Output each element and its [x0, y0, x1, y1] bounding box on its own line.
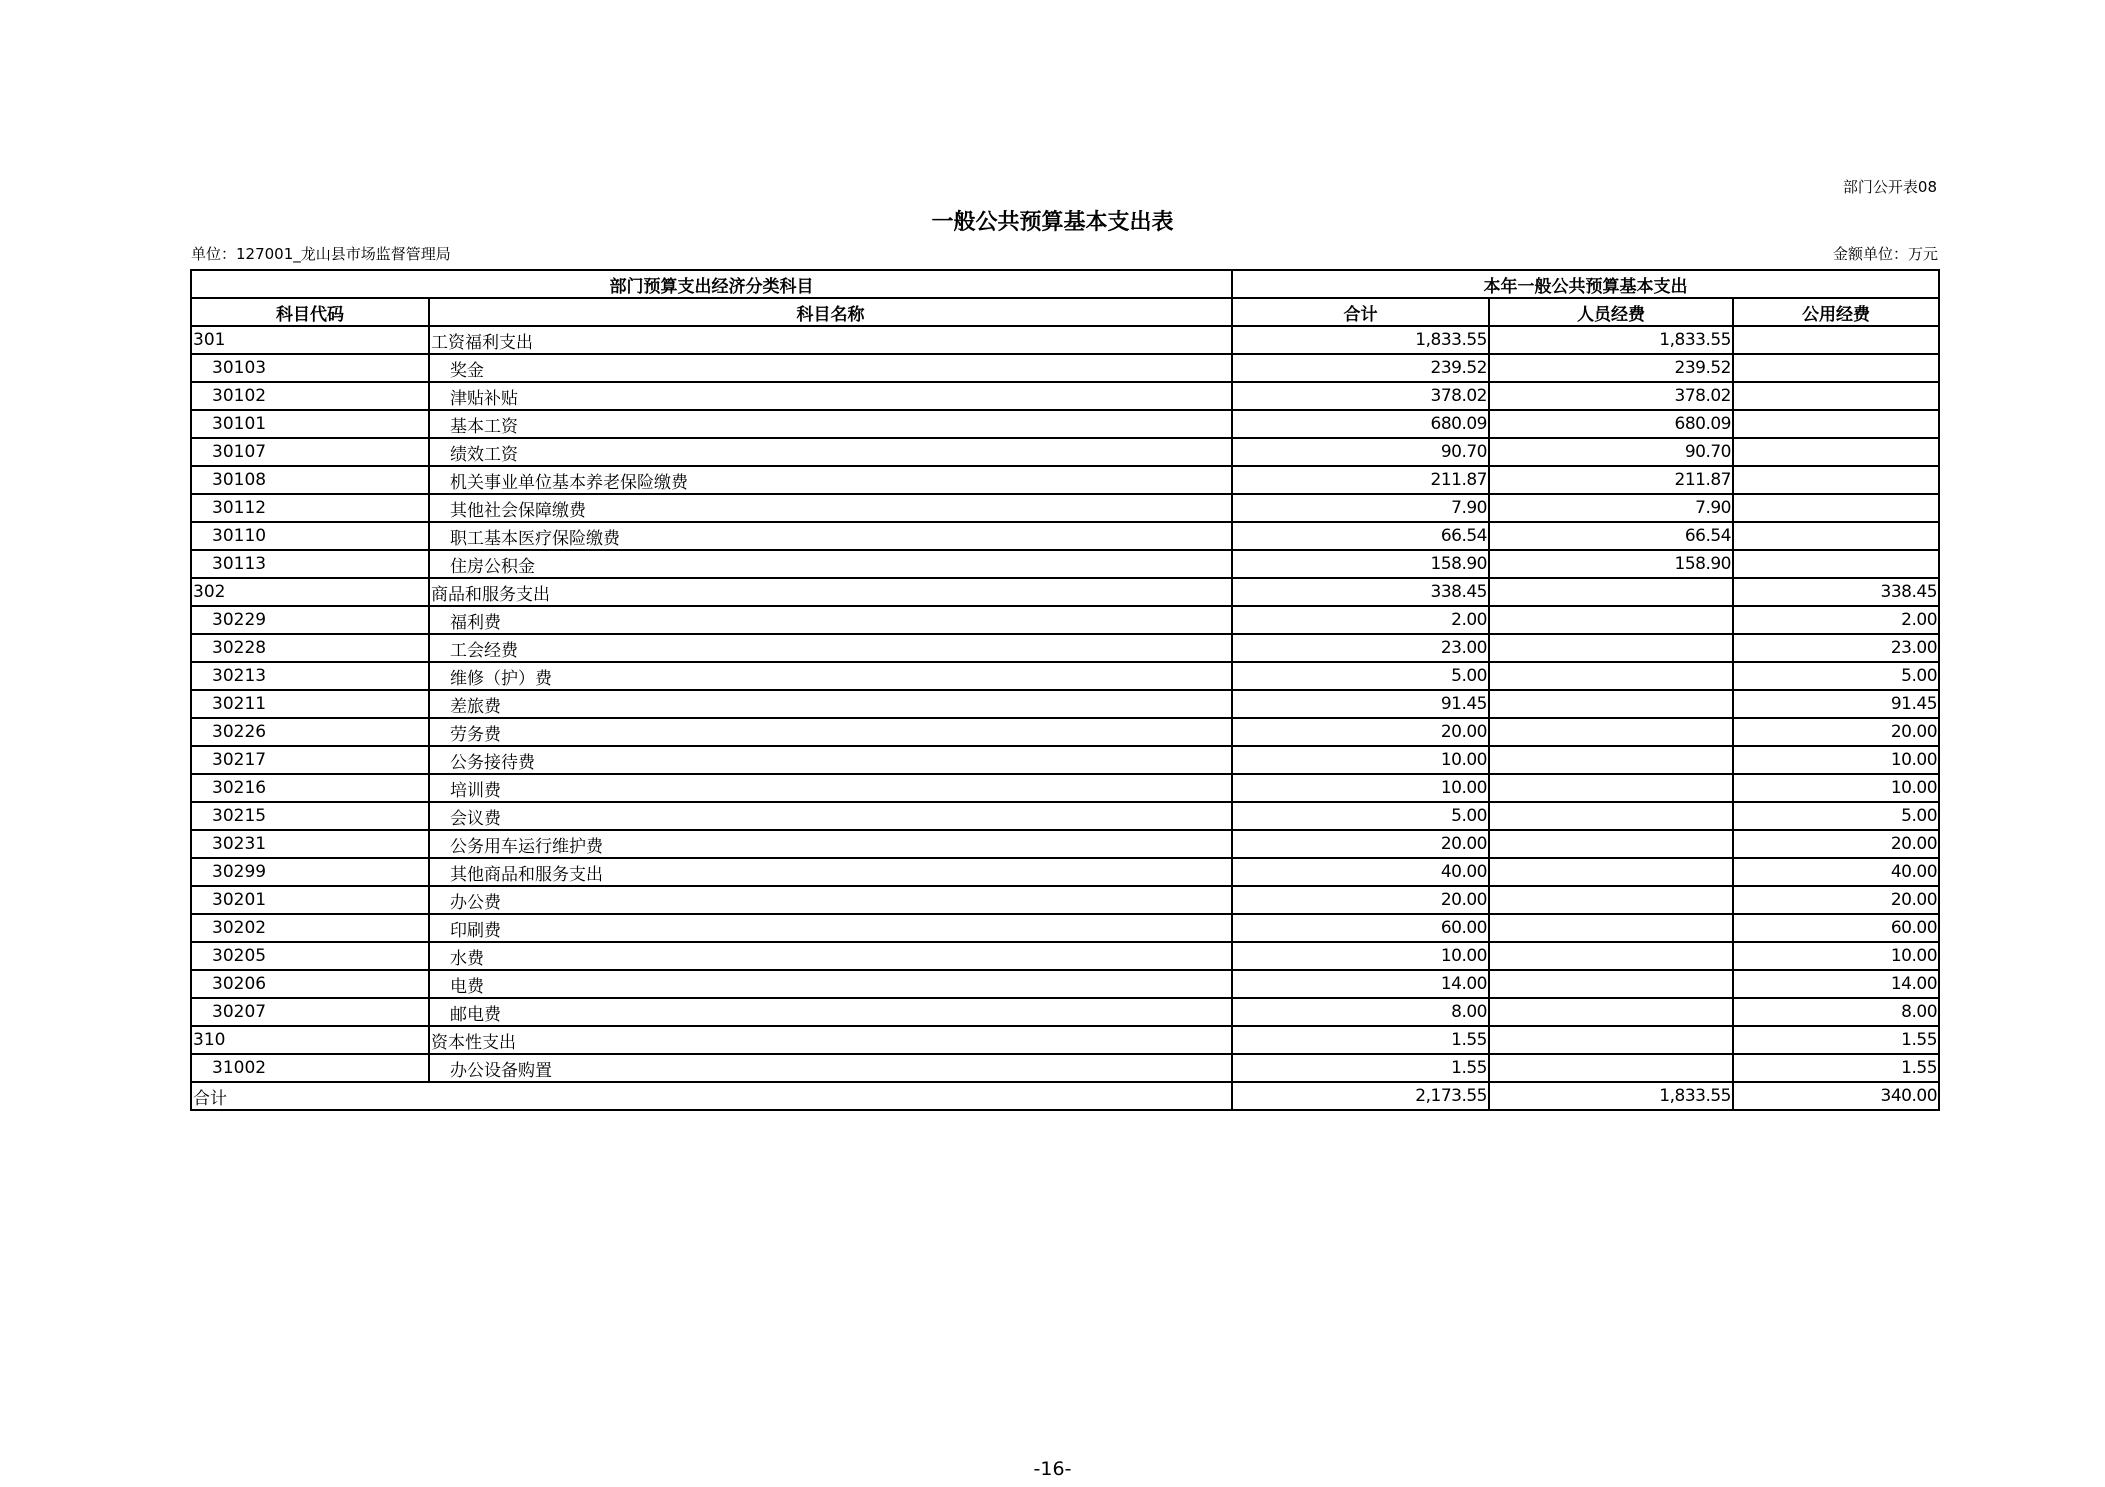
- row-personnel: 239.52: [1489, 354, 1733, 382]
- row-personnel: [1489, 942, 1733, 970]
- row-public: [1733, 494, 1939, 522]
- row-public: 91.45: [1733, 690, 1939, 718]
- row-name: 印刷费: [429, 914, 1232, 942]
- row-code: 30216: [191, 774, 429, 802]
- row-public: 338.45: [1733, 578, 1939, 606]
- row-name: 福利费: [429, 606, 1232, 634]
- row-code: 30201: [191, 886, 429, 914]
- row-personnel: [1489, 802, 1733, 830]
- row-public: [1733, 410, 1939, 438]
- row-total: 91.45: [1232, 690, 1489, 718]
- table-row: [191, 354, 1939, 382]
- row-public: 60.00: [1733, 914, 1939, 942]
- table-row: [191, 634, 1939, 662]
- table-body: [191, 326, 1939, 1082]
- table-row: [191, 802, 1939, 830]
- row-total: 378.02: [1232, 382, 1489, 410]
- table-row: [191, 466, 1939, 494]
- total-total: 2,173.55: [1232, 1082, 1489, 1110]
- row-personnel: [1489, 858, 1733, 886]
- table-row: [191, 578, 1939, 606]
- row-name: 绩效工资: [429, 438, 1232, 466]
- row-code: 30102: [191, 382, 429, 410]
- row-code: 30213: [191, 662, 429, 690]
- row-total: 5.00: [1232, 662, 1489, 690]
- total-personnel: 1,833.55: [1489, 1082, 1733, 1110]
- header-group-economic-class: 部门预算支出经济分类科目: [191, 270, 1232, 298]
- row-total: 10.00: [1232, 774, 1489, 802]
- total-row: [191, 1082, 1939, 1110]
- row-personnel: 680.09: [1489, 410, 1733, 438]
- row-total: 90.70: [1232, 438, 1489, 466]
- header-column-row: [191, 298, 1939, 326]
- row-code: 30299: [191, 858, 429, 886]
- row-personnel: [1489, 886, 1733, 914]
- row-public: 14.00: [1733, 970, 1939, 998]
- row-public: [1733, 522, 1939, 550]
- row-public: 20.00: [1733, 718, 1939, 746]
- row-name: 资本性支出: [429, 1026, 1232, 1054]
- row-name: 办公费: [429, 886, 1232, 914]
- row-total: 5.00: [1232, 802, 1489, 830]
- page-title: 一般公共预算基本支出表: [931, 210, 1174, 235]
- row-personnel: [1489, 998, 1733, 1026]
- table-row: [191, 998, 1939, 1026]
- row-name: 商品和服务支出: [429, 578, 1232, 606]
- row-name: 公务用车运行维护费: [429, 830, 1232, 858]
- table-row: [191, 970, 1939, 998]
- row-total: 40.00: [1232, 858, 1489, 886]
- table-row: [191, 830, 1939, 858]
- table-row: [191, 550, 1939, 578]
- row-name: 津贴补贴: [429, 382, 1232, 410]
- row-personnel: 211.87: [1489, 466, 1733, 494]
- row-personnel: [1489, 606, 1733, 634]
- row-name: 职工基本医疗保险缴费: [429, 522, 1232, 550]
- row-total: 14.00: [1232, 970, 1489, 998]
- row-name: 劳务费: [429, 718, 1232, 746]
- row-code: 30101: [191, 410, 429, 438]
- row-public: [1733, 466, 1939, 494]
- row-personnel: 7.90: [1489, 494, 1733, 522]
- row-public: 10.00: [1733, 746, 1939, 774]
- row-total: 8.00: [1232, 998, 1489, 1026]
- row-public: [1733, 550, 1939, 578]
- row-total: 20.00: [1232, 830, 1489, 858]
- table-row: [191, 914, 1939, 942]
- row-total: 20.00: [1232, 718, 1489, 746]
- row-public: 5.00: [1733, 662, 1939, 690]
- row-code: 30211: [191, 690, 429, 718]
- table-row: [191, 382, 1939, 410]
- row-code: 30228: [191, 634, 429, 662]
- header-personnel: 人员经费: [1489, 298, 1733, 326]
- row-personnel: [1489, 690, 1733, 718]
- row-code: 31002: [191, 1054, 429, 1082]
- row-code: 30226: [191, 718, 429, 746]
- table-row: [191, 326, 1939, 354]
- header-name: 科目名称: [429, 298, 1232, 326]
- row-personnel: [1489, 746, 1733, 774]
- row-personnel: 66.54: [1489, 522, 1733, 550]
- row-name: 会议费: [429, 802, 1232, 830]
- row-public: 5.00: [1733, 802, 1939, 830]
- table-row: [191, 438, 1939, 466]
- row-personnel: [1489, 914, 1733, 942]
- table-row: [191, 606, 1939, 634]
- row-code: 30206: [191, 970, 429, 998]
- header-group-basic-expenditure: 本年一般公共预算基本支出: [1232, 270, 1939, 298]
- row-total: 60.00: [1232, 914, 1489, 942]
- row-name: 邮电费: [429, 998, 1232, 1026]
- row-public: [1733, 354, 1939, 382]
- row-personnel: 158.90: [1489, 550, 1733, 578]
- row-total: 338.45: [1232, 578, 1489, 606]
- row-public: [1733, 326, 1939, 354]
- row-code: 310: [191, 1026, 429, 1054]
- row-name: 其他社会保障缴费: [429, 494, 1232, 522]
- row-name: 差旅费: [429, 690, 1232, 718]
- table-header: [191, 270, 1939, 326]
- row-code: 301: [191, 326, 429, 354]
- row-code: 30107: [191, 438, 429, 466]
- table-row: [191, 662, 1939, 690]
- table-row: [191, 746, 1939, 774]
- row-personnel: 1,833.55: [1489, 326, 1733, 354]
- row-code: 30113: [191, 550, 429, 578]
- unit-label: 单位：127001_龙山县市场监督管理局: [191, 245, 451, 263]
- row-code: 30202: [191, 914, 429, 942]
- table-row: [191, 718, 1939, 746]
- row-public: [1733, 382, 1939, 410]
- row-personnel: [1489, 1026, 1733, 1054]
- row-public: 40.00: [1733, 858, 1939, 886]
- total-label: 合计: [191, 1082, 1232, 1110]
- row-code: 30217: [191, 746, 429, 774]
- row-personnel: [1489, 1054, 1733, 1082]
- row-name: 住房公积金: [429, 550, 1232, 578]
- row-total: 1.55: [1232, 1054, 1489, 1082]
- table-row: [191, 494, 1939, 522]
- row-public: 10.00: [1733, 942, 1939, 970]
- row-total: 7.90: [1232, 494, 1489, 522]
- header-code: 科目代码: [191, 298, 429, 326]
- table-row: [191, 1026, 1939, 1054]
- table-row: [191, 522, 1939, 550]
- row-personnel: [1489, 662, 1733, 690]
- row-personnel: [1489, 774, 1733, 802]
- row-public: 1.55: [1733, 1054, 1939, 1082]
- row-total: 23.00: [1232, 634, 1489, 662]
- row-personnel: [1489, 970, 1733, 998]
- form-number: 部门公开表08: [1842, 178, 1937, 196]
- table-row: [191, 410, 1939, 438]
- row-total: 66.54: [1232, 522, 1489, 550]
- row-total: 158.90: [1232, 550, 1489, 578]
- table-row: [191, 942, 1939, 970]
- row-personnel: [1489, 718, 1733, 746]
- row-name: 电费: [429, 970, 1232, 998]
- table-row: [191, 886, 1939, 914]
- row-public: 20.00: [1733, 886, 1939, 914]
- row-public: 2.00: [1733, 606, 1939, 634]
- page-number: -16-: [1033, 1458, 1072, 1480]
- row-personnel: 378.02: [1489, 382, 1733, 410]
- row-public: 1.55: [1733, 1026, 1939, 1054]
- row-total: 20.00: [1232, 886, 1489, 914]
- row-public: [1733, 438, 1939, 466]
- row-code: 30110: [191, 522, 429, 550]
- row-code: 30103: [191, 354, 429, 382]
- row-name: 维修（护）费: [429, 662, 1232, 690]
- row-personnel: 90.70: [1489, 438, 1733, 466]
- budget-table: [190, 269, 1940, 1111]
- row-name: 其他商品和服务支出: [429, 858, 1232, 886]
- row-total: 10.00: [1232, 942, 1489, 970]
- row-name: 工资福利支出: [429, 326, 1232, 354]
- row-name: 办公设备购置: [429, 1054, 1232, 1082]
- total-public: 340.00: [1733, 1082, 1939, 1110]
- row-total: 1.55: [1232, 1026, 1489, 1054]
- header-group-row: [191, 270, 1939, 298]
- table-row: [191, 774, 1939, 802]
- row-total: 680.09: [1232, 410, 1489, 438]
- header-total: 合计: [1232, 298, 1489, 326]
- row-name: 工会经费: [429, 634, 1232, 662]
- row-name: 公务接待费: [429, 746, 1232, 774]
- row-public: 8.00: [1733, 998, 1939, 1026]
- row-personnel: [1489, 634, 1733, 662]
- row-personnel: [1489, 578, 1733, 606]
- row-public: 10.00: [1733, 774, 1939, 802]
- row-code: 30229: [191, 606, 429, 634]
- row-code: 30207: [191, 998, 429, 1026]
- row-code: 30108: [191, 466, 429, 494]
- row-name: 培训费: [429, 774, 1232, 802]
- row-personnel: [1489, 830, 1733, 858]
- table-row: [191, 1054, 1939, 1082]
- row-total: 2.00: [1232, 606, 1489, 634]
- currency-unit-label: 金额单位：万元: [1832, 245, 1938, 263]
- row-code: 30231: [191, 830, 429, 858]
- table-row: [191, 690, 1939, 718]
- row-name: 机关事业单位基本养老保险缴费: [429, 466, 1232, 494]
- row-code: 30112: [191, 494, 429, 522]
- row-code: 30205: [191, 942, 429, 970]
- header-public: 公用经费: [1733, 298, 1939, 326]
- row-public: 23.00: [1733, 634, 1939, 662]
- row-total: 211.87: [1232, 466, 1489, 494]
- table-row: [191, 858, 1939, 886]
- row-public: 20.00: [1733, 830, 1939, 858]
- table-footer: [191, 1082, 1939, 1110]
- row-name: 奖金: [429, 354, 1232, 382]
- row-name: 水费: [429, 942, 1232, 970]
- row-total: 239.52: [1232, 354, 1489, 382]
- row-name: 基本工资: [429, 410, 1232, 438]
- row-total: 1,833.55: [1232, 326, 1489, 354]
- row-code: 302: [191, 578, 429, 606]
- row-code: 30215: [191, 802, 429, 830]
- row-total: 10.00: [1232, 746, 1489, 774]
